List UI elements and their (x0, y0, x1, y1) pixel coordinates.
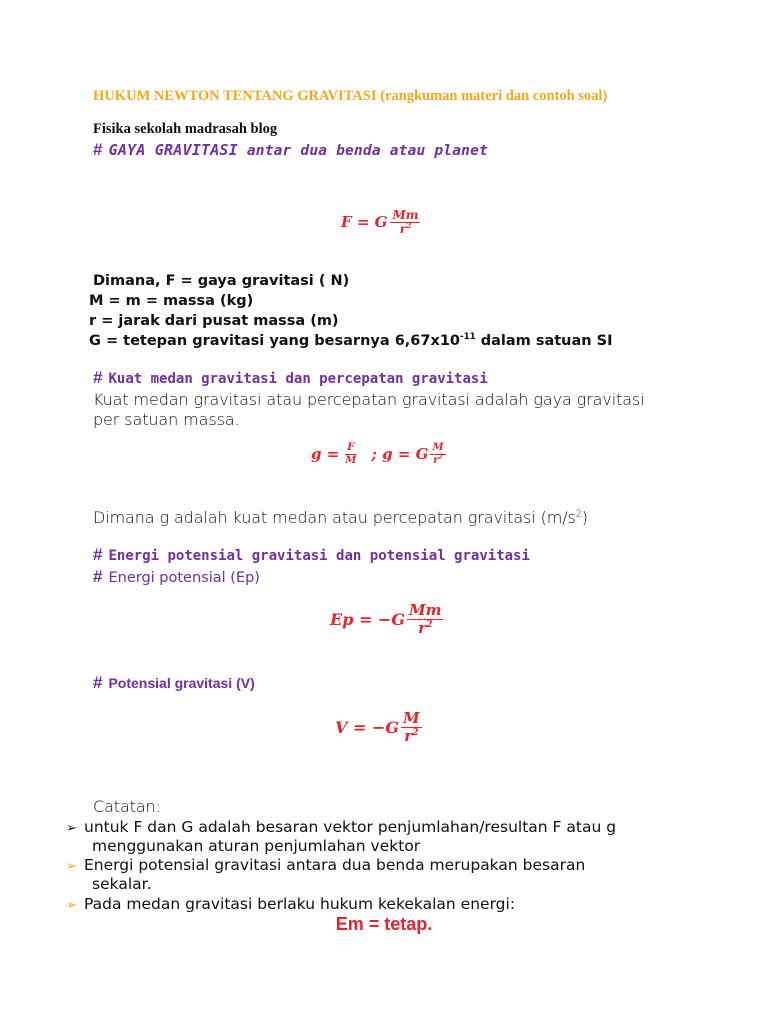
definition-line-3: r = jarak dari pusat massa (m) (89, 313, 339, 329)
heading-text: Energi potensial gravitasi dan potensial gravitasi (108, 548, 530, 564)
formula-gravitational-potential (335, 711, 423, 744)
heading-gaya-gravitasi (93, 140, 488, 160)
subheading-text: Energi potensial (Ep) (108, 570, 260, 586)
heading-strong: GAYA GRAVITASI (108, 141, 238, 159)
definition-line-4: G = tetepan gravitasi yang besarnya $6,67x10^{-11}$ dalam satuan SI (89, 332, 613, 349)
heading-kuat-medan (93, 368, 488, 388)
formula-fraction (390, 209, 420, 236)
definition-line-2: M = m = massa (kg) (89, 293, 254, 309)
formula-lhs: F = G (341, 213, 388, 232)
heading-rest: antar dua benda atau planet (246, 143, 488, 159)
formula-fraction: $\frac{M}{r^2}$ (403, 709, 420, 745)
formula-separator: ; g = G (371, 445, 429, 464)
note-item-1-cont: menggunakan aturan penjumlahan vektor (92, 837, 421, 855)
note-item-1: ➢ untuk F dan G adalah besaran vektor penjumlahan/resultan F atau g (66, 818, 617, 836)
hash-symbol: # (93, 673, 103, 692)
formula-potential-energy (330, 603, 444, 636)
formula-fraction: $\frac{Mm}{r^2}$ (409, 601, 442, 637)
heading-energi-potensial-gravitasi (93, 545, 530, 565)
heading-potensial-gravitasi (93, 673, 255, 693)
note-item-3: ➢ Pada medan gravitasi berlaku hukum kekekalan energi: (66, 895, 516, 913)
arrow-bullet-icon: ➢ (66, 898, 77, 913)
formula-lhs: V = −G (335, 718, 400, 738)
document-subtitle: Fisika sekolah madrasah blog (93, 121, 278, 137)
desc-line-1: Kuat medan gravitasi atau percepatan gravitasi adalah gaya gravitasi (93, 390, 645, 409)
arrow-bullet-icon: ➢ (66, 859, 77, 874)
formula-lhs-1: g = (311, 445, 340, 464)
hash-symbol: # (93, 140, 103, 159)
formula-numerator: Mm (392, 208, 419, 222)
formula-denominator: $r^2$ (399, 220, 412, 236)
formula-fraction-1: $\frac{F}{M}$ (345, 442, 357, 466)
hash-symbol: # (93, 368, 103, 387)
hash-symbol: # (93, 545, 103, 564)
notes-title: Catatan: (93, 797, 161, 816)
desc-line-2: per satuan massa. (93, 410, 240, 429)
note-item-2: ➢ Energi potensial gravitasi antara dua benda merupakan besaran (66, 856, 586, 874)
note-g-definition: Dimana g adalah kuat medan atau percepatan gravitasi $(m/s^2)$ (93, 508, 588, 527)
document-title (93, 88, 607, 105)
formula-fraction-2: $\frac{M}{r^2}$ (432, 442, 444, 466)
formula-gravity-field (311, 443, 447, 466)
title-main: HUKUM NEWTON TENTANG GRAVITASI (93, 88, 377, 104)
heading-text: Potensial gravitasi (V) (108, 675, 255, 691)
formula-gravity-force (341, 209, 421, 236)
formula-lhs: Ep = −G (330, 610, 405, 630)
heading-text: Kuat medan gravitasi dan percepatan gravitasi (108, 371, 488, 387)
title-paren: (rangkuman materi dan contoh soal) (380, 88, 608, 104)
arrow-bullet-icon: ➢ (66, 821, 77, 836)
energy-conservation-statement: Em = tetap. (335, 914, 433, 934)
hash-symbol: # (93, 567, 103, 586)
definition-line-1: Dimana, F = gaya gravitasi ( N) (93, 273, 350, 289)
subheading-energi-potensial (93, 567, 260, 587)
note-item-2-cont: sekalar. (92, 875, 152, 893)
